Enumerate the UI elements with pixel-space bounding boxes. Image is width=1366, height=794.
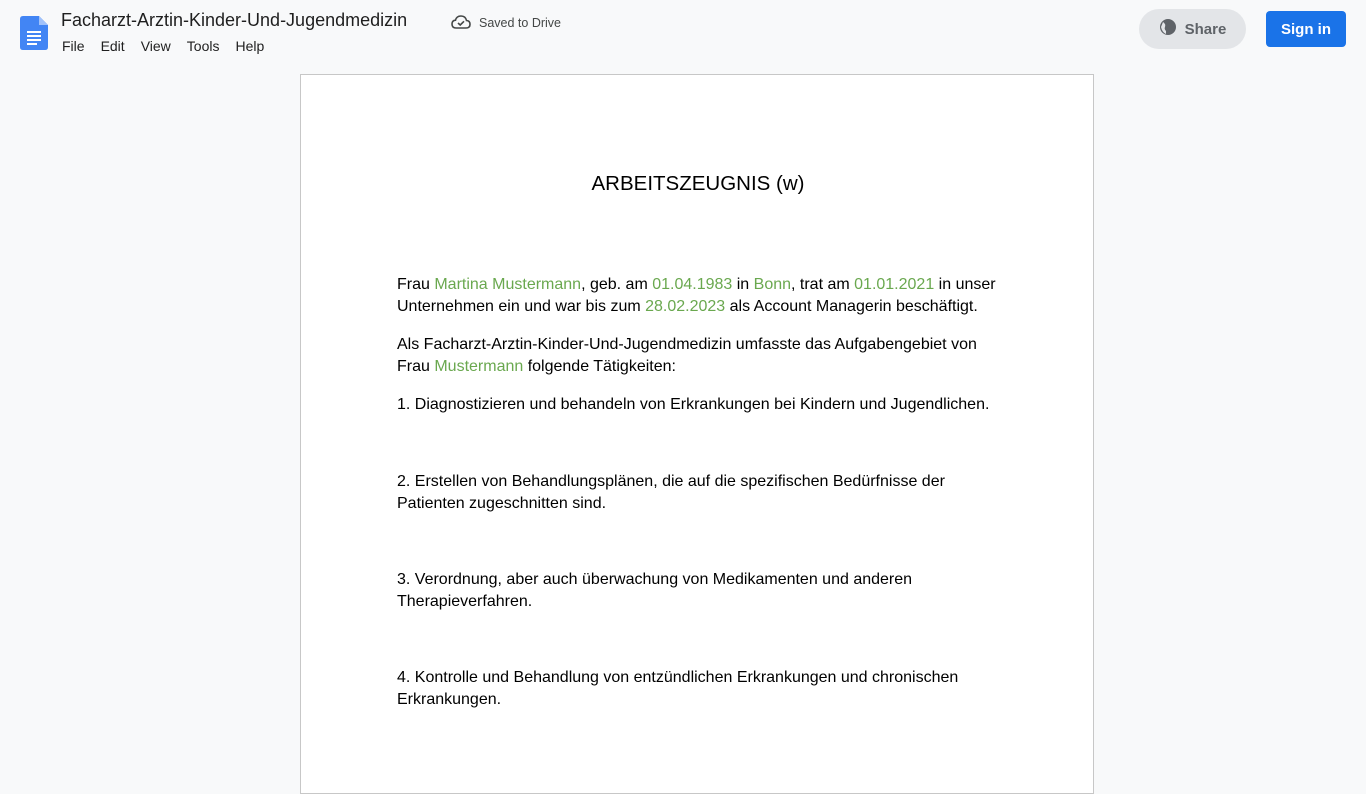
- cloud-done-icon: [451, 14, 471, 33]
- birth-city: Bonn: [753, 276, 792, 293]
- share-button[interactable]: [1139, 9, 1246, 49]
- birth-date: 01.04.1983: [652, 276, 733, 293]
- menu-edit[interactable]: Edit: [100, 38, 125, 54]
- text: folgende Tätigkeiten:: [523, 358, 676, 375]
- employee-lastname: Mustermann: [434, 358, 524, 375]
- menu-tools[interactable]: Tools: [186, 38, 220, 54]
- document-heading: ARBEITSZEUGNIS (w): [591, 172, 805, 195]
- text: in: [732, 276, 754, 293]
- top-bar: [0, 0, 1366, 66]
- menu-view[interactable]: View: [140, 38, 171, 54]
- menu-file[interactable]: File: [62, 38, 85, 54]
- google-docs-logo-icon[interactable]: [20, 16, 48, 50]
- end-date: 28.02.2023: [645, 298, 726, 315]
- text: in unser Unternehmen ein und war bis zum: [397, 276, 996, 315]
- save-status[interactable]: [451, 14, 561, 32]
- task-item: 3. Verordnung, aber auch überwachung von Medikamenten und anderen Therapieverfahren.: [397, 571, 913, 610]
- task-item: 2. Erstellen von Behandlungsplänen, die auf die spezifischen Bedürfnisse der Patienten zugeschnitten sind.: [397, 473, 945, 512]
- text: Als Facharzt-Arztin-Kinder-Und-Jugendmedizin umfasste das Aufgabengebiet von Frau: [397, 336, 977, 375]
- paragraph-tasks-intro: [397, 334, 997, 378]
- paragraph-personal-data: [397, 274, 997, 318]
- globe-icon: [1159, 18, 1177, 40]
- share-label: Share: [1184, 20, 1227, 38]
- text: als Account Managerin beschäftigt.: [725, 298, 978, 315]
- document-page[interactable]: [300, 74, 1094, 794]
- text: , trat am: [791, 276, 855, 293]
- document-title[interactable]: Facharzt-Arztin-Kinder-Und-Jugendmedizin: [61, 10, 408, 30]
- save-status-label: Saved to Drive: [479, 16, 561, 30]
- employee-name: Martina Mustermann: [434, 276, 582, 293]
- text: , geb. am: [581, 276, 653, 293]
- menu-help[interactable]: Help: [235, 38, 265, 54]
- menu-bar: [62, 38, 280, 54]
- text: Frau: [397, 276, 435, 293]
- task-item: 1. Diagnostizieren und behandeln von Erkrankungen bei Kindern und Jugendlichen.: [397, 396, 990, 413]
- task-item: 4. Kontrolle und Behandlung von entzündlichen Erkrankungen und chronischen Erkrankungen.: [397, 669, 959, 708]
- sign-in-button[interactable]: Sign in: [1266, 11, 1346, 47]
- start-date: 01.01.2021: [854, 276, 935, 293]
